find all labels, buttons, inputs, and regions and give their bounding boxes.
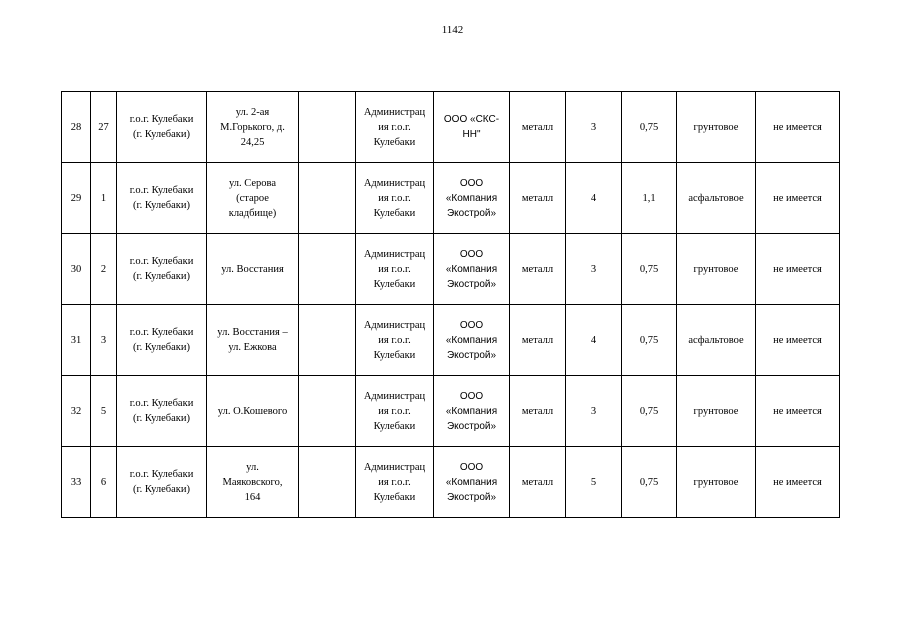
owner-cell <box>356 234 434 305</box>
container-volume-cell-text: 0,75 <box>639 405 659 417</box>
container-volume-cell <box>622 234 677 305</box>
local-number-cell <box>91 376 117 447</box>
owner-cell-text: Администрац ия г.о.г. Кулебаки <box>363 248 426 290</box>
container-count-cell <box>566 92 622 163</box>
row-number-cell-text: 32 <box>70 405 82 417</box>
owner-cell-text: Администрац ия г.о.г. Кулебаки <box>363 106 426 148</box>
row-number-cell-text: 33 <box>70 476 82 488</box>
fence-cell <box>756 447 840 518</box>
district-cell-text: г.о.г. Кулебаки (г. Кулебаки) <box>129 327 194 353</box>
container-volume-cell-text: 0,75 <box>639 263 659 275</box>
material-cell <box>510 376 566 447</box>
address-cell <box>207 447 299 518</box>
table-row <box>62 376 840 447</box>
operator-cell <box>434 163 510 234</box>
operator-cell-text: ООО «Компания Экострой» <box>445 319 498 361</box>
row-number-cell <box>62 447 91 518</box>
container-volume-cell-text: 0,75 <box>639 476 659 488</box>
owner-cell-text: Администрац ия г.о.г. Кулебаки <box>363 390 426 432</box>
row-number-cell-text: 29 <box>70 192 82 204</box>
owner-cell <box>356 447 434 518</box>
material-cell-text: металл <box>521 334 554 346</box>
operator-cell-text: ООО «Компания Экострой» <box>445 390 498 432</box>
address-cell <box>207 163 299 234</box>
local-number-cell-text: 1 <box>100 192 107 204</box>
container-count-cell-text: 4 <box>590 334 597 346</box>
owner-cell <box>356 376 434 447</box>
local-number-cell <box>91 92 117 163</box>
material-cell-text: металл <box>521 476 554 488</box>
table-body <box>62 92 840 518</box>
material-cell-text: металл <box>521 263 554 275</box>
address-cell <box>207 234 299 305</box>
empty-cell <box>299 163 356 234</box>
material-cell-text: металл <box>521 121 554 133</box>
operator-cell <box>434 376 510 447</box>
container-volume-cell-text: 0,75 <box>639 121 659 133</box>
local-number-cell-text: 27 <box>98 121 109 133</box>
material-cell <box>510 92 566 163</box>
surface-cell-text: грунтовое <box>693 476 739 488</box>
fence-cell <box>756 234 840 305</box>
container-count-cell-text: 4 <box>590 192 597 204</box>
registry-table <box>61 91 840 518</box>
material-cell <box>510 305 566 376</box>
surface-cell <box>677 163 756 234</box>
operator-cell-text: ООО «СКС- НН" <box>443 114 500 140</box>
fence-cell-text: не имеется <box>773 121 822 133</box>
owner-cell <box>356 305 434 376</box>
local-number-cell <box>91 305 117 376</box>
row-number-cell <box>62 376 91 447</box>
surface-cell-text: грунтовое <box>693 263 739 275</box>
district-cell-text: г.о.г. Кулебаки (г. Кулебаки) <box>129 256 194 282</box>
container-count-cell <box>566 305 622 376</box>
fence-cell <box>756 92 840 163</box>
row-number-cell <box>62 163 91 234</box>
surface-cell <box>677 305 756 376</box>
table-row <box>62 92 840 163</box>
surface-cell <box>677 234 756 305</box>
fence-cell-text: не имеется <box>773 192 822 204</box>
container-count-cell <box>566 163 622 234</box>
operator-cell <box>434 447 510 518</box>
district-cell <box>117 234 207 305</box>
operator-cell <box>434 234 510 305</box>
empty-cell <box>299 447 356 518</box>
district-cell <box>117 447 207 518</box>
address-cell-text: ул. О.Кошевого <box>217 405 288 417</box>
page-number: 1142 <box>441 24 464 36</box>
container-volume-cell <box>622 376 677 447</box>
table-row <box>62 305 840 376</box>
table-row <box>62 447 840 518</box>
surface-cell-text: грунтовое <box>693 121 739 133</box>
address-cell <box>207 92 299 163</box>
container-count-cell-text: 5 <box>590 476 597 488</box>
district-cell-text: г.о.г. Кулебаки (г. Кулебаки) <box>129 469 194 495</box>
fence-cell-text: не имеется <box>773 263 822 275</box>
operator-cell-text: ООО «Компания Экострой» <box>445 248 498 290</box>
container-volume-cell <box>622 305 677 376</box>
container-count-cell <box>566 447 622 518</box>
container-volume-cell-text: 0,75 <box>639 334 659 346</box>
district-cell <box>117 92 207 163</box>
container-count-cell <box>566 376 622 447</box>
operator-cell-text: ООО «Компания Экострой» <box>445 177 498 219</box>
local-number-cell <box>91 163 117 234</box>
local-number-cell <box>91 447 117 518</box>
owner-cell-text: Администрац ия г.о.г. Кулебаки <box>363 319 426 361</box>
container-count-cell-text: 3 <box>590 121 597 133</box>
surface-cell-text: асфальтовое <box>688 192 744 204</box>
surface-cell-text: грунтовое <box>693 405 739 417</box>
fence-cell <box>756 163 840 234</box>
empty-cell <box>299 234 356 305</box>
address-cell-text: ул. Восстания – ул. Ежкова <box>217 327 288 353</box>
container-volume-cell <box>622 447 677 518</box>
fence-cell-text: не имеется <box>773 405 822 417</box>
material-cell <box>510 163 566 234</box>
owner-cell-text: Администрац ия г.о.г. Кулебаки <box>363 461 426 503</box>
container-volume-cell <box>622 92 677 163</box>
address-cell <box>207 376 299 447</box>
material-cell-text: металл <box>521 192 554 204</box>
row-number-cell-text: 30 <box>70 263 82 275</box>
empty-cell <box>299 305 356 376</box>
material-cell <box>510 234 566 305</box>
local-number-cell-text: 3 <box>100 334 107 346</box>
fence-cell-text: не имеется <box>773 476 822 488</box>
local-number-cell-text: 6 <box>100 476 107 488</box>
table-row <box>62 234 840 305</box>
district-cell-text: г.о.г. Кулебаки (г. Кулебаки) <box>129 185 194 211</box>
container-count-cell <box>566 234 622 305</box>
surface-cell <box>677 92 756 163</box>
fence-cell <box>756 376 840 447</box>
district-cell <box>117 376 207 447</box>
table-row <box>62 163 840 234</box>
owner-cell-text: Администрац ия г.о.г. Кулебаки <box>363 177 426 219</box>
container-count-cell-text: 3 <box>590 405 597 417</box>
owner-cell <box>356 92 434 163</box>
local-number-cell-text: 2 <box>100 263 107 275</box>
container-volume-cell <box>622 163 677 234</box>
fence-cell-text: не имеется <box>773 334 822 346</box>
owner-cell <box>356 163 434 234</box>
address-cell-text: ул. Восстания <box>221 263 284 275</box>
district-cell-text: г.о.г. Кулебаки (г. Кулебаки) <box>129 114 194 140</box>
address-cell <box>207 305 299 376</box>
operator-cell-text: ООО «Компания Экострой» <box>445 461 498 503</box>
material-cell-text: металл <box>521 405 554 417</box>
district-cell <box>117 163 207 234</box>
fence-cell <box>756 305 840 376</box>
local-number-cell <box>91 234 117 305</box>
surface-cell <box>677 447 756 518</box>
container-volume-cell-text: 1,1 <box>642 192 656 204</box>
address-cell-text: ул. Маяковского, 164 <box>222 461 283 503</box>
local-number-cell-text: 5 <box>100 405 107 417</box>
container-count-cell-text: 3 <box>590 263 597 275</box>
material-cell <box>510 447 566 518</box>
surface-cell <box>677 376 756 447</box>
operator-cell <box>434 305 510 376</box>
row-number-cell <box>62 305 91 376</box>
row-number-cell <box>62 234 91 305</box>
row-number-cell-text: 31 <box>70 334 82 346</box>
row-number-cell-text: 28 <box>70 121 82 133</box>
address-cell-text: ул. 2-ая М.Горького, д. 24,25 <box>220 106 285 148</box>
operator-cell <box>434 92 510 163</box>
district-cell-text: г.о.г. Кулебаки (г. Кулебаки) <box>129 398 194 424</box>
surface-cell-text: асфальтовое <box>688 334 744 346</box>
row-number-cell <box>62 92 91 163</box>
empty-cell <box>299 376 356 447</box>
empty-cell <box>299 92 356 163</box>
address-cell-text: ул. Серова (старое кладбище) <box>228 177 277 219</box>
district-cell <box>117 305 207 376</box>
